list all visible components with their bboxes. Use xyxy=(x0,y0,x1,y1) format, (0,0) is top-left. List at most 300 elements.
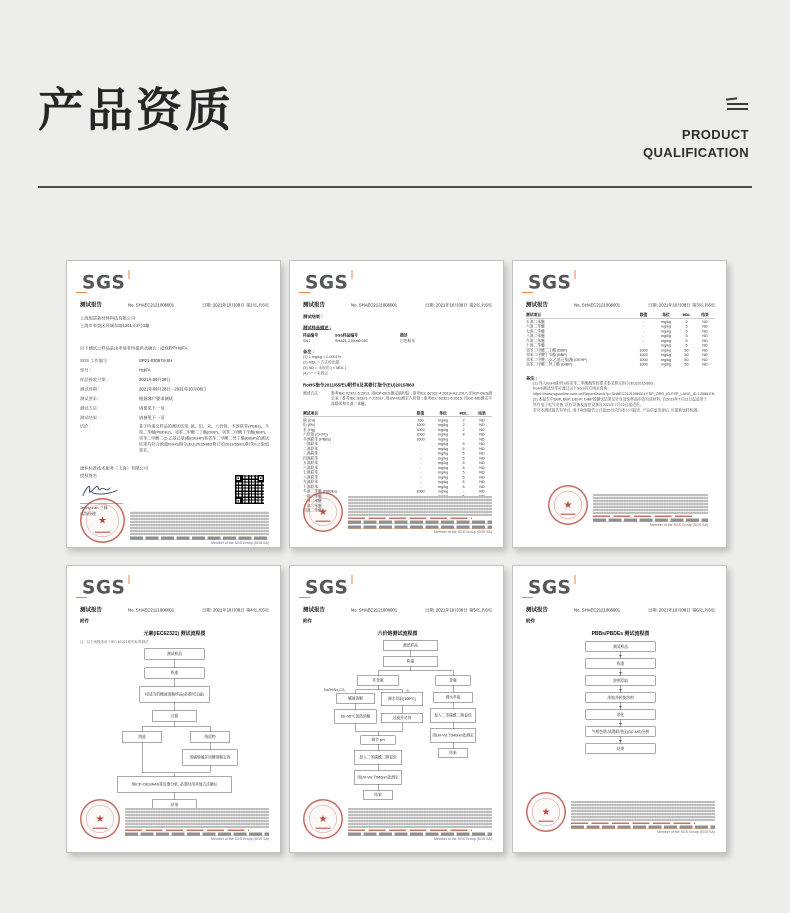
field-label: 型号 : xyxy=(80,367,91,373)
address-line xyxy=(130,537,269,541)
result: ND xyxy=(702,362,708,367)
flow-box: 过滤并定容 xyxy=(381,713,423,723)
flow-box: 结果 xyxy=(363,791,393,800)
unit: mg/kg xyxy=(660,324,672,329)
report-number: No. SHAEC2121006001 xyxy=(351,302,398,308)
test-item: 二溴联苯 xyxy=(303,446,318,451)
red-stamp xyxy=(303,799,343,839)
flow-box: 过滤 xyxy=(152,711,197,722)
disclaimer-text-block xyxy=(125,808,269,828)
highlight-line xyxy=(348,518,472,520)
page-title: 产品资质 xyxy=(38,84,234,136)
note-line: 所有电子电气设备, 医疗设备及监控设备自2021年7月22日起适用。 xyxy=(533,402,644,407)
test-item: 九溴联苯 xyxy=(303,479,318,485)
test-item: 邻苯二甲酸二丁酯 (DBP) xyxy=(526,347,568,353)
col-header: 测试项目 xyxy=(303,411,318,416)
flow-box: 测试样品 xyxy=(383,641,438,651)
flowchart xyxy=(526,642,715,754)
member-line: Member of the SGS Group (SGS SA) xyxy=(211,837,269,841)
limit: 1000 xyxy=(639,362,648,367)
mdl: 5 xyxy=(685,343,688,348)
flow-box: 溶液 xyxy=(122,732,162,743)
flow-box: 结果 xyxy=(438,749,468,758)
test-item: 多溴联苯 (PBBs) xyxy=(303,436,331,442)
flow-step xyxy=(586,642,656,659)
test-item: 二溴二苯醚 xyxy=(303,498,322,504)
field-value: 请参见下一页 xyxy=(139,405,165,411)
report-date: 日期: 2021年10月08日 xyxy=(202,607,245,613)
address-line xyxy=(125,833,269,837)
flow-box: 气相色谱-质谱联用仪(GC-MS)分析 xyxy=(586,727,656,737)
limit: 1000 xyxy=(416,489,425,494)
col-header: 测试项目 xyxy=(526,312,541,317)
unit: mg/kg xyxy=(437,474,449,480)
note-line: (2) 本报告中DBP, BBP, DEHP, DIBP的测试结果仅针对送检样品中的均质材料, 自2019年7月22日起适用于 xyxy=(533,397,707,402)
report-title: 测试报告 xyxy=(526,607,548,613)
col-header: 样品编号 xyxy=(303,333,318,338)
result: ND xyxy=(479,441,485,447)
disclaimer-text-block xyxy=(130,511,269,535)
report-title: 测试报告 xyxy=(80,302,102,308)
test-item: 九溴二苯醚 xyxy=(526,338,545,343)
fine-print xyxy=(130,511,269,545)
result: ND xyxy=(479,451,485,456)
method-label: 测试方法 : xyxy=(303,390,321,396)
flow-box: 用UV-Vis于540nm处测定 xyxy=(354,771,402,785)
notes-list xyxy=(303,355,492,377)
result: ND xyxy=(702,343,708,348)
signer-title: 高级经理 xyxy=(80,511,96,517)
report-title: 测试报告 xyxy=(80,607,102,613)
certificate-card-4[interactable] xyxy=(66,565,281,853)
limit: - xyxy=(419,474,422,480)
limit: - xyxy=(419,446,422,451)
disclaimer-text-block xyxy=(348,496,492,516)
note-line: RoHS测试结果可通过以下SGS官方网站查询 : xyxy=(533,386,610,391)
flow-box: 残留物 xyxy=(190,732,230,743)
star-icon: ★ xyxy=(95,813,105,825)
result: ND xyxy=(479,489,485,494)
unit: mg/kg xyxy=(660,338,672,343)
field-value: HuiFA xyxy=(139,367,151,373)
result: ND xyxy=(479,479,485,485)
sample-description-label: 测试样品描述 : xyxy=(303,325,332,330)
flow-box: 加入二苯碳酰二肼显色 xyxy=(430,709,476,723)
red-stamp xyxy=(80,498,125,543)
flowchart-title: 六价铬测试流程图 xyxy=(377,631,418,637)
mdl: 5 xyxy=(462,484,465,489)
unit: mg/kg xyxy=(437,484,449,489)
address-line xyxy=(571,826,715,830)
method-row xyxy=(303,391,492,407)
flow-step xyxy=(586,727,656,744)
member-line: Member of the SGS Group (SGS SA) xyxy=(434,837,492,841)
report-date: 日期: 2021年10月08日 xyxy=(202,302,245,308)
limit: - xyxy=(419,465,422,470)
section-title: RoHS指令2011/65/EU附件II及其修订指令(EU)2015/863 xyxy=(303,382,415,388)
limit: - xyxy=(419,479,422,485)
report-number: No. SHAEC2121006001 xyxy=(351,607,398,613)
document-footer xyxy=(80,799,269,841)
note-line: 若对本测试报告有异议, 请于收到报告之日起15日内向本公司提出, 产品信息变更后, 应重新送样检测。 xyxy=(533,407,701,413)
sgs-logo: SGS xyxy=(305,271,349,293)
method-text: 参考IEC 62321-5:2013, 用ICP-OES测定镉和铅 ; 参考IEC 62321-4:2013+A1:2017, 用ICP-OES测定汞 ; 参考IEC 62321-7-2:2017, 用UV-Vis测定六价铬 ; 参考IEC 62321-6:2015, 用GC-MS测定多溴联苯和多溴二苯醚。 xyxy=(331,390,492,407)
mdl: 5 xyxy=(462,474,465,480)
notes-label: 备注 : xyxy=(526,375,538,381)
flow-box: 加入二苯碳酰二肼显色 xyxy=(354,751,402,765)
field-row xyxy=(80,403,269,413)
result: ND xyxy=(702,338,708,343)
result: ND xyxy=(479,417,485,423)
mdl: 5 xyxy=(685,333,688,338)
subtitle-line2: QUALIFICATION xyxy=(642,144,749,160)
test-item: 七溴二苯醚 xyxy=(526,328,545,334)
flow-box: 金属 xyxy=(436,676,471,686)
result: ND xyxy=(479,436,485,442)
note-line: (1) 1 mg/kg = 0.0001% xyxy=(303,354,342,359)
conclusion-label: 结论 : xyxy=(80,423,91,429)
flow-step xyxy=(586,693,656,710)
report-header xyxy=(526,606,715,614)
certificate-card-1[interactable] xyxy=(66,260,281,548)
flow-step xyxy=(586,659,656,676)
issuer-company: 通标标准技术服务（上海）有限公司 xyxy=(80,465,149,471)
limit: - xyxy=(642,333,645,338)
flow-box: 测试样品 xyxy=(145,649,205,660)
page-subtitle xyxy=(643,126,749,161)
result: ND xyxy=(702,333,708,338)
conclusion-text: 基于所递交样品的测试结果, 镉、铅、汞、六价铬、多溴联苯(PBBs)、多溴二苯醚(PBDEs)、邻苯二甲酸二丁酯(DBP)、邻苯二甲酸丁苄酯(BBP)、邻苯二甲酸二(2-乙基己基)酯(DEHP)和邻苯二甲酸二异丁酯(DIBP)的测试结果均符合欧盟RoHS指令(EU)2015/863修订的2011/65/EU附录II之限值要求。 xyxy=(139,423,269,453)
limit: - xyxy=(642,338,645,343)
report-date: 日期: 2021年10月08日 xyxy=(425,607,468,613)
document-footer xyxy=(80,498,269,545)
result-table xyxy=(526,313,715,367)
limit: 1000 xyxy=(639,352,648,357)
result-row xyxy=(526,362,715,367)
member-line: Member of the SGS Group (SGS SA) xyxy=(657,830,715,834)
unit: mg/kg xyxy=(437,465,449,470)
test-item: 四溴联苯 xyxy=(303,455,318,461)
col-header: 结果 xyxy=(478,411,486,416)
limit: 1000 xyxy=(416,427,425,432)
result: ND xyxy=(479,470,485,475)
disclaimer-text-block xyxy=(593,494,708,514)
fine-print xyxy=(125,808,269,841)
col-header: 结果 xyxy=(701,312,709,317)
certificate-card-6[interactable] xyxy=(512,565,727,853)
test-item: 邻苯二甲酸丁苄酯 (BBP) xyxy=(526,352,568,357)
test-item: 铅 (Pb) xyxy=(303,422,315,428)
sample-table xyxy=(303,333,492,344)
flow-box: 称重 xyxy=(383,657,438,667)
report-date: 日期: 2021年10月08日 xyxy=(648,302,691,308)
address-line xyxy=(348,521,492,525)
limit: - xyxy=(419,441,422,447)
note-line: (2) MDL = 方法检出限 xyxy=(303,359,340,365)
limit: - xyxy=(419,455,422,461)
disclaimer-text-block xyxy=(348,808,492,828)
star-icon: ★ xyxy=(98,515,107,526)
mdl: 5 xyxy=(685,328,688,334)
result: ND xyxy=(479,484,485,489)
unit: mg/kg xyxy=(437,436,449,442)
unit: mg/kg xyxy=(660,333,672,338)
report-title: 测试报告 xyxy=(303,302,325,308)
result: ND xyxy=(479,432,485,437)
mdl: 5 xyxy=(685,319,688,324)
document-footer xyxy=(303,799,492,841)
flow-box: 非金属 xyxy=(357,676,399,686)
col-header: 描述 xyxy=(400,333,408,338)
fine-print xyxy=(571,801,715,834)
star-icon: ★ xyxy=(563,499,573,511)
highlight-line xyxy=(571,823,695,825)
sample-statement: 以下测试之样品是由申请者所提供及确认 : 浸泡粉®HuiFA xyxy=(80,345,188,351)
red-stamp xyxy=(548,485,588,525)
test-item: 十溴二苯醚 xyxy=(526,343,545,348)
signer-name: Jenny Lan 兰静 xyxy=(80,505,108,511)
unit: mg/kg xyxy=(437,470,449,475)
field-value: 请参见下一页 xyxy=(139,414,165,420)
fine-print xyxy=(593,494,708,527)
col-header: 限值 xyxy=(639,312,648,317)
connector-arrow xyxy=(620,703,621,710)
mdl: 5 xyxy=(685,324,688,329)
field-row xyxy=(80,384,269,394)
connector-arrow xyxy=(620,686,621,693)
document-footer xyxy=(303,492,492,534)
col-header: 单位 xyxy=(439,411,447,416)
red-stamp xyxy=(303,492,343,532)
test-item: 三溴联苯 xyxy=(303,451,318,456)
test-item: 八溴二苯醚 xyxy=(526,333,545,338)
fine-print xyxy=(348,496,492,534)
unit: mg/kg xyxy=(437,489,449,494)
report-title: 测试报告 xyxy=(303,607,325,613)
result: ND xyxy=(479,460,485,466)
test-item: 一溴联苯 xyxy=(303,441,318,447)
field-value: 2021年09月28日 - 2021年10月08日 xyxy=(139,386,207,392)
result: ND xyxy=(479,422,485,428)
col-header: MDL xyxy=(459,411,468,416)
signed-label: 授权签名 xyxy=(80,472,98,478)
mdl: 5 xyxy=(462,455,465,461)
field-label: 测试结果 : xyxy=(80,414,100,420)
report-title: 测试报告 xyxy=(526,302,548,308)
field-row xyxy=(80,394,269,404)
unit: mg/kg xyxy=(437,460,449,466)
report-date: 日期: 2021年10月08日 xyxy=(425,302,468,308)
result: ND xyxy=(479,465,485,470)
page-number: 第2页,共6页 xyxy=(469,302,492,308)
flow-box: 碱液消解 xyxy=(336,694,375,704)
test-item: 五溴二苯醚 xyxy=(526,319,545,324)
field-value: 2021年09月28日 xyxy=(139,376,171,382)
connector-arrow xyxy=(620,737,621,744)
flow-box: 90~95℃加热消解 xyxy=(335,710,377,724)
test-item: 四溴二苯醚 xyxy=(303,508,322,513)
certificate-card-5[interactable] xyxy=(289,565,504,853)
result: ND xyxy=(702,319,708,324)
attachment-label: 附件 xyxy=(80,618,90,624)
limit: - xyxy=(419,484,422,489)
mdl: 5 xyxy=(462,446,465,451)
unit: mg/kg xyxy=(437,432,449,437)
flow-step xyxy=(586,676,656,693)
col-header: SGS样品编号 xyxy=(335,333,358,338)
sample-table-row xyxy=(303,338,492,344)
flow-box: 沸水萃取 xyxy=(433,693,473,703)
limit: 1000 xyxy=(639,357,648,362)
field-row xyxy=(80,356,269,366)
unit: mg/kg xyxy=(437,479,449,485)
result-table-header xyxy=(526,313,715,319)
decorative-lines-icon xyxy=(726,98,748,110)
report-header xyxy=(303,606,492,614)
note-line: (4) "-" = 未规定 xyxy=(303,370,329,376)
mdl: 2 xyxy=(462,427,465,432)
unit: mg/kg xyxy=(437,427,449,432)
test-item: 多溴二苯醚 (PBDEs) xyxy=(303,489,338,494)
mdl: 2 xyxy=(462,422,465,428)
test-item: 八溴联苯 xyxy=(303,474,318,480)
attachment-label: 附件 xyxy=(526,618,536,624)
flowchart-note: 注 : 以下流程适用于IEC 62321系列标准测试 xyxy=(80,640,149,644)
certificate-card-3[interactable] xyxy=(512,260,727,548)
mdl: 50 xyxy=(684,352,689,357)
result: ND xyxy=(702,328,708,334)
attachment-label: 附件 xyxy=(303,618,313,624)
note-line: (3) ND = 未检出 ( < MDL ) xyxy=(303,365,347,370)
report-number: No. SHAEC2121006001 xyxy=(574,302,621,308)
unit: mg/kg xyxy=(660,352,672,357)
mdl: 50 xyxy=(684,362,689,367)
unit: mg/kg xyxy=(660,347,672,353)
flow-box: 称重 xyxy=(145,668,205,679)
page-number: 第4页,共6页 xyxy=(246,607,269,613)
star-icon: ★ xyxy=(541,806,551,818)
disclaimer-text-block xyxy=(571,801,715,821)
col-header: MDL xyxy=(682,312,691,317)
field-label: 样品接收日期 : xyxy=(80,376,108,382)
applicant-line: 上海遐富新材料科技有限公司 xyxy=(80,315,136,321)
test-item: 六价铬 (Cr(VI)) xyxy=(303,432,328,437)
page-number: 第3页,共6页 xyxy=(692,302,715,308)
sgs-logo: SGS xyxy=(528,271,572,293)
address-line xyxy=(348,833,492,837)
test-item: 镉 (Cd) xyxy=(303,417,316,423)
mdl: 5 xyxy=(462,479,465,485)
field-value: 根据客户要求测试 xyxy=(139,395,174,401)
col-header: 单位 xyxy=(662,312,670,317)
sgs-logo: SGS xyxy=(305,576,349,598)
notes-label: 备注 : xyxy=(303,349,315,354)
mdl: 5 xyxy=(462,460,465,466)
report-number: No. SHAEC2121006001 xyxy=(574,607,621,613)
mdl: 50 xyxy=(684,347,689,353)
document-footer xyxy=(526,792,715,834)
limit: - xyxy=(642,343,645,348)
subtitle-line1: PRODUCT xyxy=(681,127,749,142)
mdl: - xyxy=(462,436,465,442)
report-fields xyxy=(80,356,269,423)
field-label: SGS 工作编号 : xyxy=(80,357,110,363)
flowchart-title: 元素(IEC62321) 测试流程图 xyxy=(143,631,206,637)
result: ND xyxy=(479,455,485,461)
result: ND xyxy=(479,474,485,480)
flow-box: 称重 xyxy=(586,659,656,669)
flow-step xyxy=(586,710,656,727)
unit: mg/kg xyxy=(437,417,449,423)
field-row xyxy=(80,375,269,385)
certificate-card-2[interactable] xyxy=(289,260,504,548)
report-header xyxy=(303,301,492,309)
mdl: 5 xyxy=(462,451,465,456)
test-item: 邻苯二甲酸二(2-乙基己基)酯 (DEHP) xyxy=(526,357,588,362)
test-item: 一溴二苯醚 xyxy=(303,493,322,499)
limit: 1000 xyxy=(416,432,425,437)
applicant-line: 上海市奉贤区环城东路1261弄2号1幢 xyxy=(80,322,150,328)
result-table-header xyxy=(303,411,492,417)
result: ND xyxy=(702,352,708,357)
certificate-grid xyxy=(66,260,727,853)
flow-box: 结果 xyxy=(152,800,197,811)
flow-box: 用适当的酸液消解样品(必要时过滤) xyxy=(140,687,210,703)
report-number: No. SHAEC2121006001 xyxy=(128,607,175,613)
flowchart xyxy=(303,641,492,806)
test-item: 五溴联苯 xyxy=(303,460,318,466)
flow-box: 溶剂萃取 xyxy=(586,676,656,686)
limit: - xyxy=(419,451,422,456)
member-line: Member of the SGS Group (SGS SA) xyxy=(650,523,708,527)
flow-step xyxy=(586,744,656,754)
member-line: Member of the SGS Group (SGS SA) xyxy=(211,541,269,545)
flow-box: 结果 xyxy=(586,744,656,754)
address-line xyxy=(593,519,708,523)
flow-box: 测试样品 xyxy=(586,642,656,652)
sgs-sample-id: SHA21-210060.001 xyxy=(335,338,368,343)
red-stamp xyxy=(80,799,120,839)
flow-box: 沸水萃取(100℃) xyxy=(381,692,423,706)
header-divider xyxy=(38,186,752,188)
field-label: 测试要求 : xyxy=(80,395,100,401)
flow-box: 用ICP-OES/AAS等仪器分析, 必要时用其他方法确认 xyxy=(117,777,232,793)
mdl: 50 xyxy=(684,357,689,362)
report-number: No. SHAEC2121006001 xyxy=(128,302,175,308)
sample-desc: 白色粉末 xyxy=(400,338,415,343)
test-item: 七溴联苯 xyxy=(303,470,318,475)
test-item: 邻苯二甲酸二异丁酯 (DIBP) xyxy=(526,362,573,367)
result: ND xyxy=(702,324,708,329)
unit: mg/kg xyxy=(660,357,672,362)
mdl: 5 xyxy=(462,441,465,447)
limit: - xyxy=(642,319,645,324)
unit: mg/kg xyxy=(660,343,672,348)
flow-box: 用UV-Vis于540nm处测定 xyxy=(430,729,476,743)
limit: - xyxy=(419,470,422,475)
star-icon: ★ xyxy=(318,813,328,825)
unit: mg/kg xyxy=(660,362,672,367)
results-label: 测试结果 : xyxy=(303,314,323,319)
limit: - xyxy=(642,328,645,334)
result: ND xyxy=(479,446,485,451)
unit: mg/kg xyxy=(437,441,449,447)
limit: - xyxy=(642,324,645,329)
mdl: 8 xyxy=(462,432,465,437)
field-row xyxy=(80,365,269,375)
report-header xyxy=(80,301,269,309)
field-value: SP21-030674-SH xyxy=(139,357,173,363)
